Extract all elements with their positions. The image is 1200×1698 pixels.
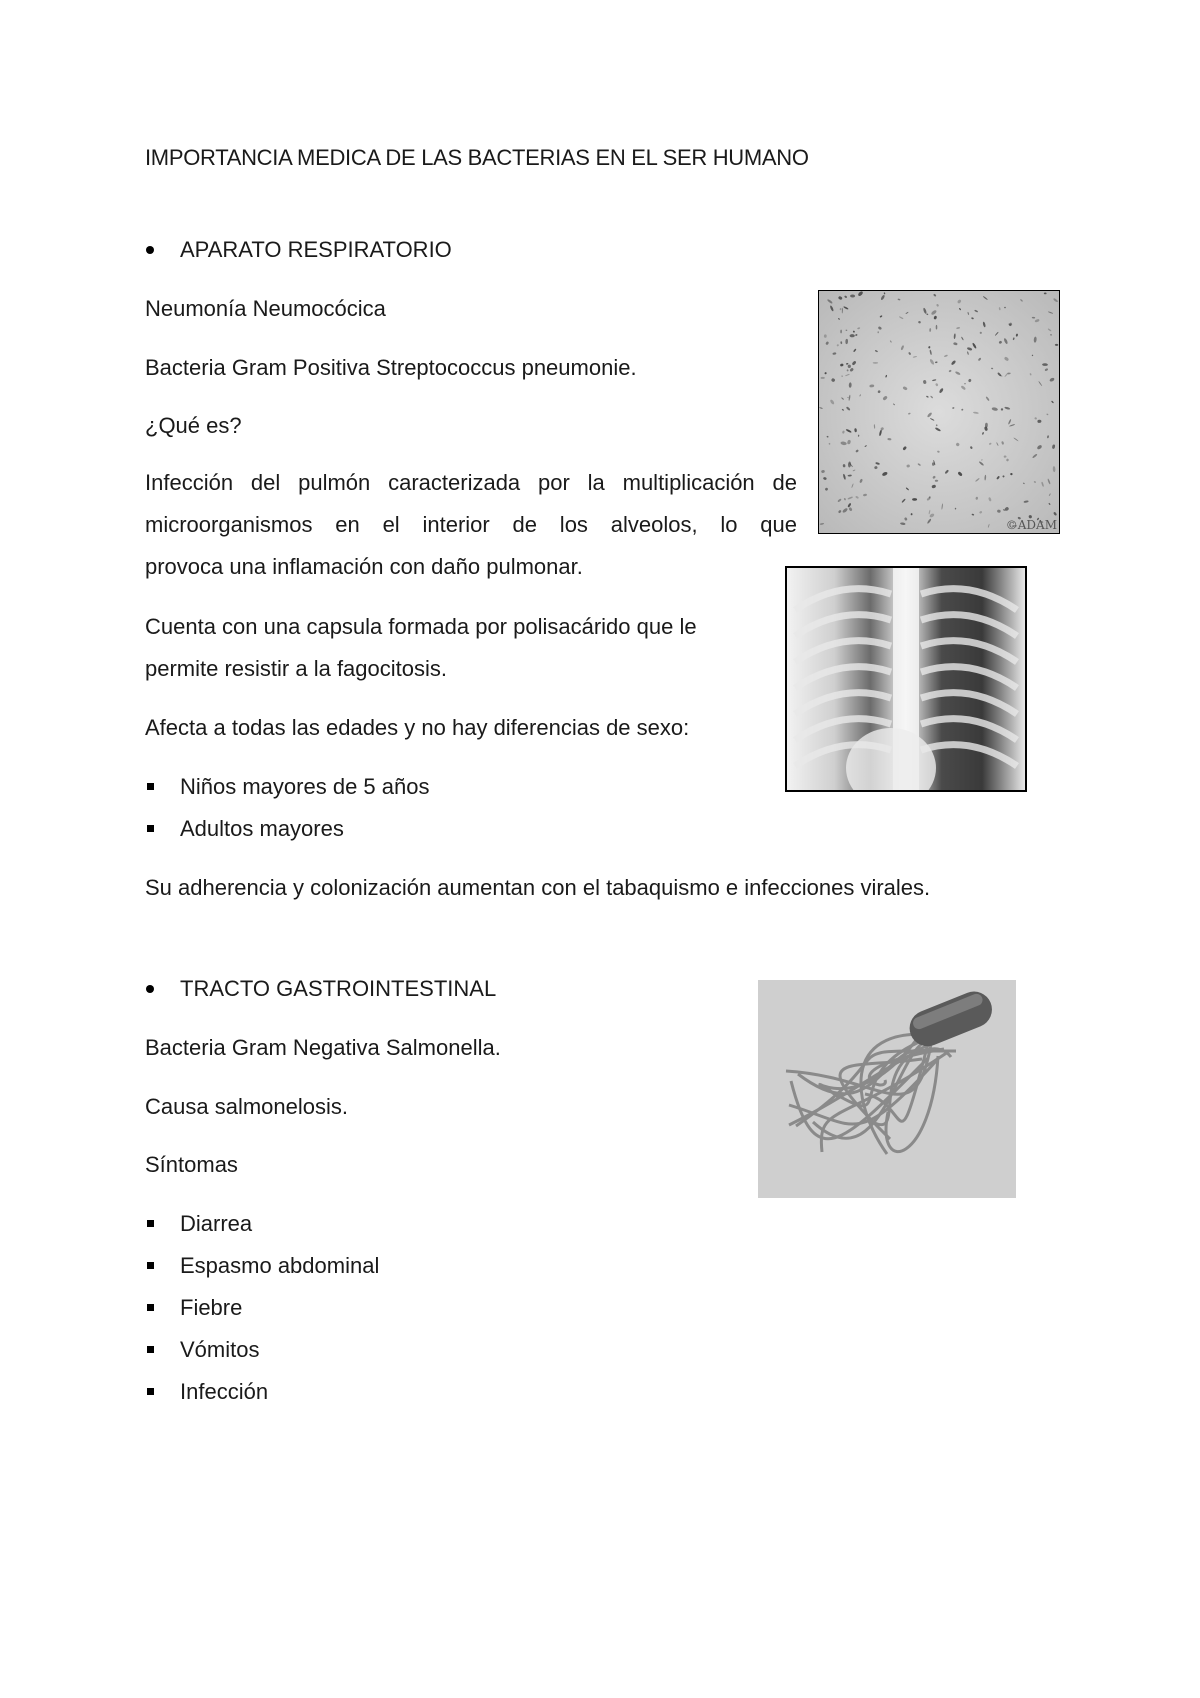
- bullet-dot: [146, 985, 154, 993]
- micrograph-image: [818, 290, 1060, 534]
- paragraph-line: provoca una inflamación con daño pulmonar.: [145, 554, 583, 579]
- paragraph-line: permite resistir a la fagocitosis.: [145, 656, 447, 681]
- list-item: Infección: [180, 1379, 269, 1404]
- bacteria-name: Bacteria Gram Positiva Streptococcus pneumonie.: [145, 355, 637, 380]
- symptoms-heading: Síntomas: [145, 1152, 238, 1177]
- affects-text: Afecta a todas las edades y no hay diferencias de sexo:: [145, 715, 690, 740]
- section-heading-respiratorio: APARATO RESPIRATORIO: [180, 237, 452, 262]
- micrograph-drawing: [819, 291, 1059, 533]
- paragraph-line: Cuenta con una capsula formada por polisacárido que le: [145, 614, 697, 639]
- bacteria-name: Bacteria Gram Negativa Salmonella.: [145, 1035, 501, 1060]
- list-item: Fiebre: [180, 1295, 243, 1320]
- bullet-square: [147, 1388, 154, 1395]
- salmonella-drawing: [758, 980, 1016, 1198]
- paragraph-line: microorganismos en el interior de los alveolos, lo que: [145, 512, 797, 537]
- xray-drawing: [787, 568, 1025, 790]
- bullet-square: [147, 783, 154, 790]
- document-title: IMPORTANCIA MEDICA DE LAS BACTERIAS EN EL SER HUMANO: [145, 145, 809, 170]
- section-heading-gastrointestinal: TRACTO GASTROINTESTINAL: [180, 976, 497, 1001]
- bullet-square: [147, 1220, 154, 1227]
- list-item: Espasmo abdominal: [180, 1253, 380, 1278]
- bullet-square: [147, 1304, 154, 1311]
- list-item: Niños mayores de 5 años: [180, 774, 430, 799]
- list-item: Vómitos: [180, 1337, 260, 1362]
- bullet-dot: [146, 246, 154, 254]
- capsule-paragraph: [145, 606, 765, 690]
- cause-text: Causa salmonelosis.: [145, 1094, 348, 1119]
- question-text: ¿Qué es?: [145, 413, 242, 438]
- bullet-square: [147, 1346, 154, 1353]
- salmonella-image: [758, 980, 1016, 1198]
- micrograph-watermark: ©ADAM: [1005, 518, 1057, 532]
- adherence-text: Su adherencia y colonización aumentan con el tabaquismo e infecciones virales.: [145, 875, 931, 900]
- list-item: Diarrea: [180, 1211, 253, 1236]
- paragraph-line: Infección del pulmón caracterizada por la multiplicación de: [145, 470, 797, 495]
- bullet-square: [147, 1262, 154, 1269]
- definition-paragraph: [145, 462, 797, 588]
- list-item: Adultos mayores: [180, 816, 344, 841]
- bullet-square: [147, 825, 154, 832]
- disease-name: Neumonía Neumocócica: [145, 296, 386, 321]
- xray-image: [785, 566, 1027, 792]
